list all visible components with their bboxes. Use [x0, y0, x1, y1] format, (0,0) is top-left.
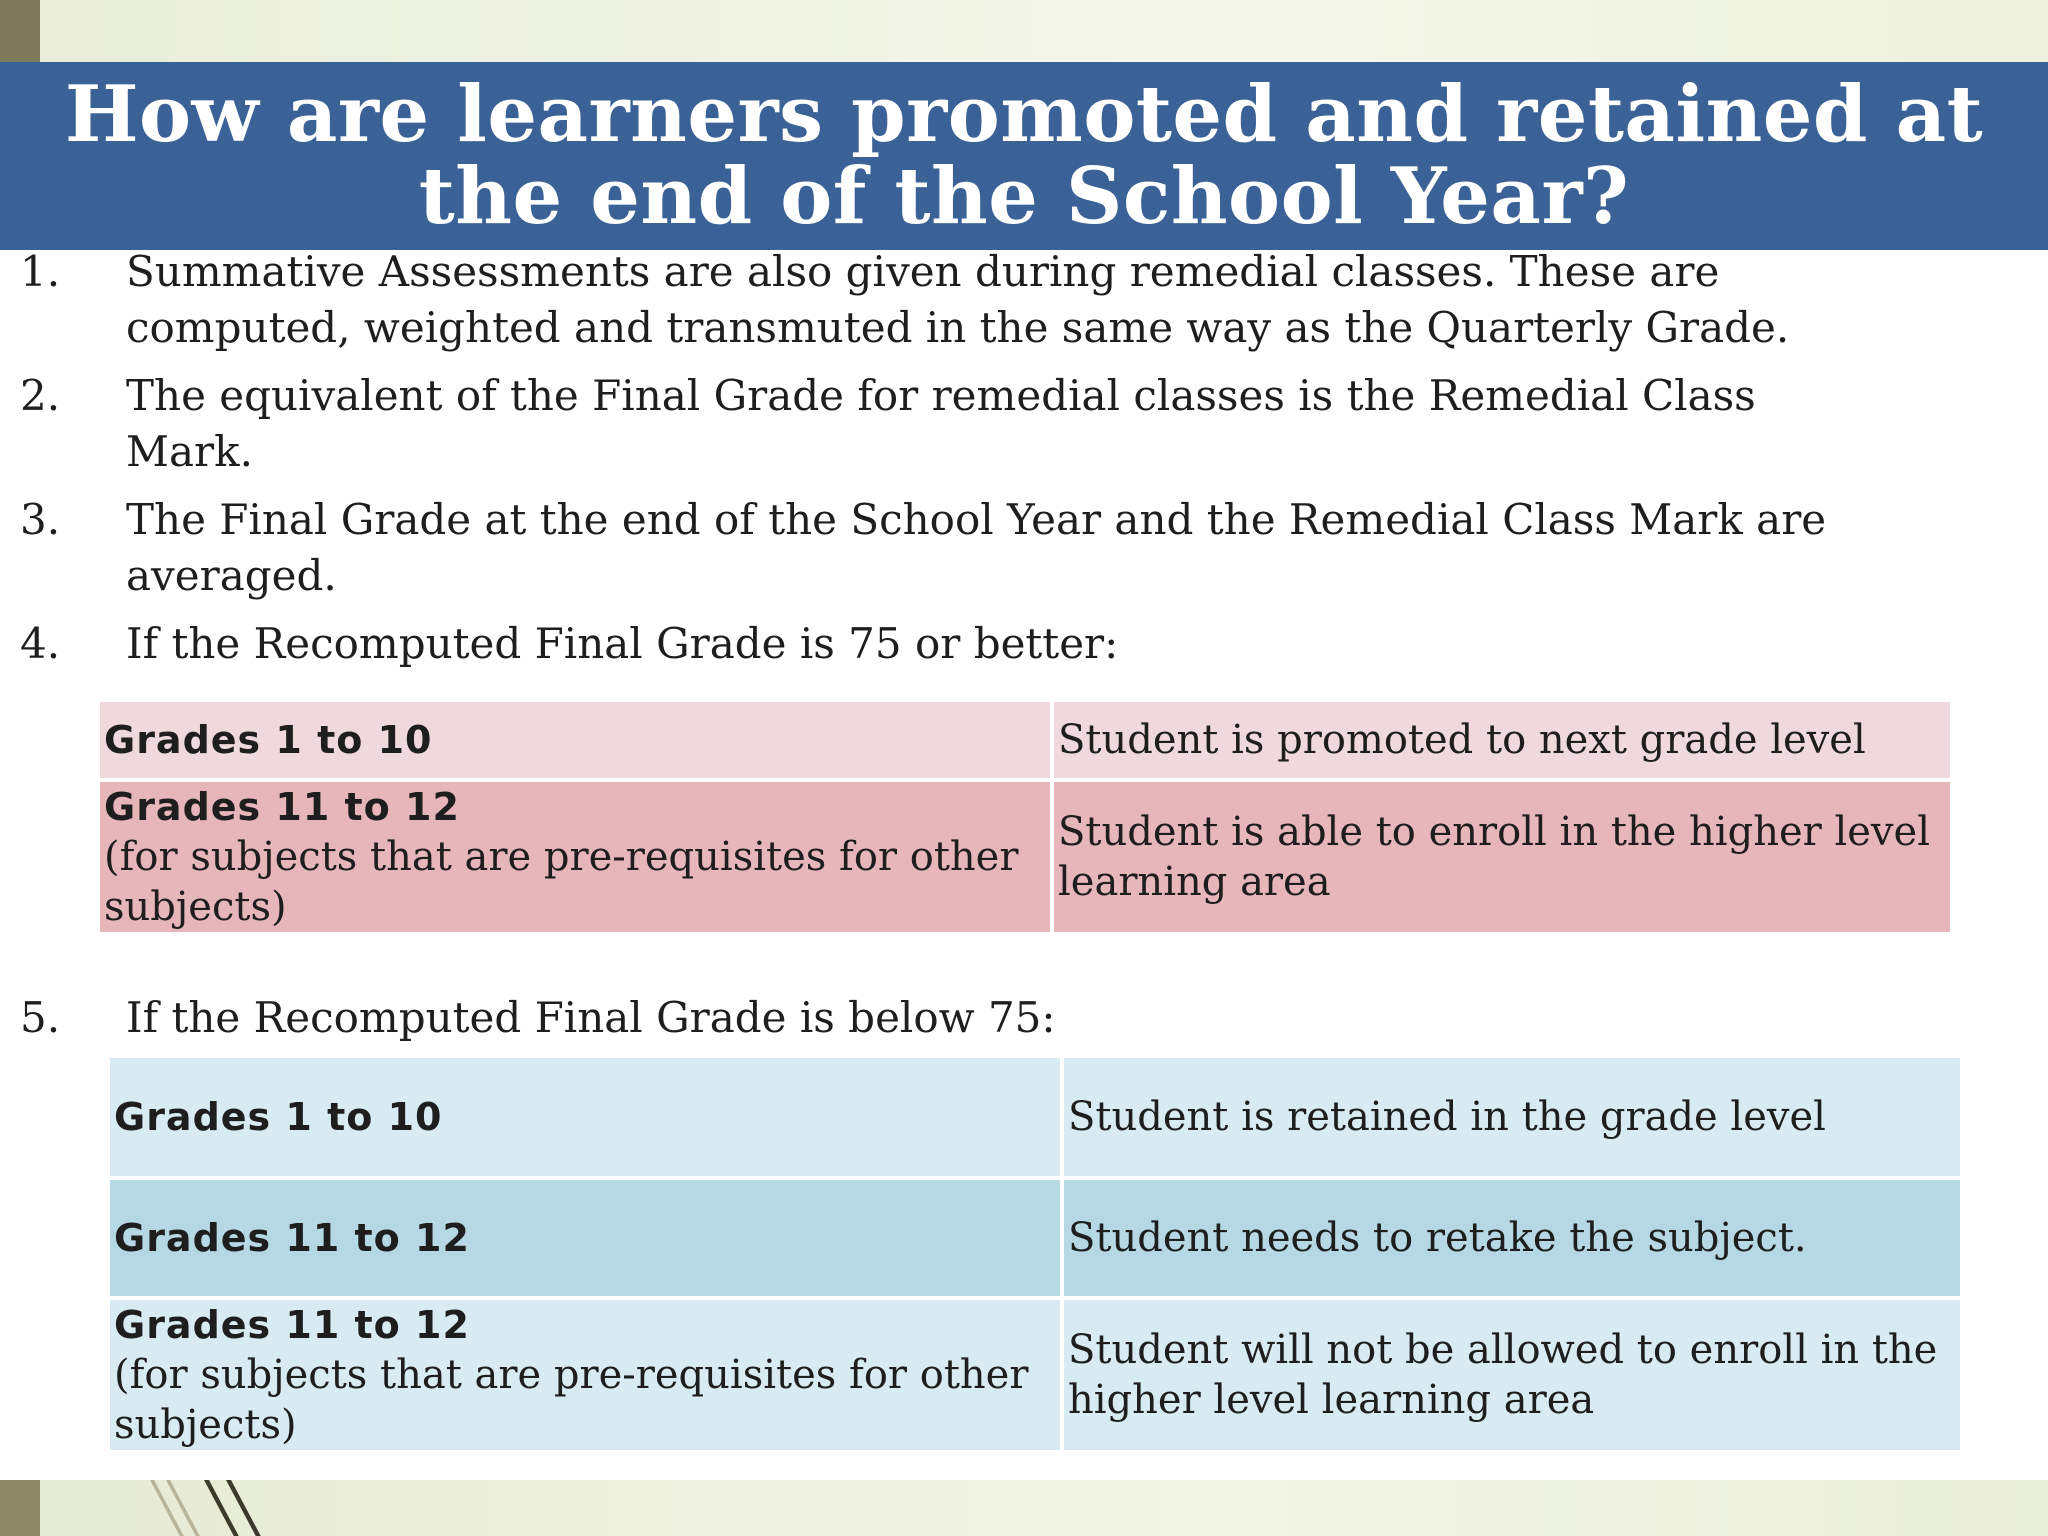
grade-label: Grades 1 to 10: [114, 1095, 443, 1139]
item-line: averaged.: [126, 551, 337, 600]
grade-label: Grades 11 to 12: [104, 785, 460, 829]
table-row: [110, 1300, 1960, 1450]
table-cell-result: [1054, 782, 1950, 932]
table-cell-grade: [100, 782, 1050, 932]
item-text: [126, 990, 2008, 1046]
table-cell-result: [1064, 1300, 1960, 1450]
title-line-2: the end of the School Year?: [418, 151, 1630, 242]
item-text: [126, 368, 2008, 480]
grade-note: (for subjects that are pre-requisites for other: [114, 1352, 1029, 1398]
item-text: [126, 244, 2008, 356]
result-text: learning area: [1058, 859, 1331, 905]
grade-label: Grades 1 to 10: [104, 718, 433, 762]
top-left-corner-block: [0, 0, 40, 62]
result-text: higher level learning area: [1068, 1377, 1595, 1423]
table-cell-grade: [110, 1180, 1060, 1296]
item-line: If the Recomputed Final Grade is below 75:: [126, 993, 1056, 1042]
item-number: 3.: [20, 495, 61, 544]
result-text: Student will not be allowed to enroll in the: [1068, 1327, 1938, 1373]
item-line: The Final Grade at the end of the School Year and the Remedial Class Mark are: [126, 495, 1827, 544]
grade-label: Grades 11 to 12: [114, 1303, 470, 1347]
grade-note: subjects): [104, 884, 287, 930]
item-number: 2.: [20, 371, 61, 420]
item-text: [126, 492, 2008, 604]
table-cell-grade: [110, 1058, 1060, 1176]
table-row: [110, 1058, 1960, 1176]
table-cell-grade: [100, 702, 1050, 778]
table-cell-grade: [110, 1300, 1060, 1450]
grade-note: (for subjects that are pre-requisites for other: [104, 834, 1019, 880]
result-text: Student is promoted to next grade level: [1058, 717, 1866, 763]
grade-label: Grades 11 to 12: [114, 1216, 470, 1260]
title-line-1: How are learners promoted and retained at: [64, 69, 1984, 160]
result-text: Student is able to enroll in the higher level: [1058, 809, 1930, 855]
table-cell-result: [1064, 1180, 1960, 1296]
item-line: If the Recomputed Final Grade is 75 or better:: [126, 619, 1119, 668]
title-bar: [0, 62, 2048, 250]
pass-table: [96, 698, 1954, 936]
item-text: [126, 616, 2008, 672]
table-row: [100, 702, 1950, 778]
item-line: Mark.: [126, 427, 253, 476]
top-decor-band: [0, 0, 2048, 62]
item-line: computed, weighted and transmuted in the same way as the Quarterly Grade.: [126, 303, 1790, 352]
bottom-decor-band: [0, 1480, 2048, 1536]
table-cell-result: [1054, 702, 1950, 778]
table-row: [110, 1180, 1960, 1296]
item-line: The equivalent of the Final Grade for remedial classes is the Remedial Class: [126, 371, 1756, 420]
fail-table: [106, 1054, 1964, 1454]
item-number: 5.: [20, 993, 61, 1042]
table-cell-result: [1064, 1058, 1960, 1176]
item-number: 1.: [20, 247, 61, 296]
result-text: Student is retained in the grade level: [1068, 1094, 1826, 1140]
table-row: [100, 782, 1950, 932]
result-text: Student needs to retake the subject.: [1068, 1215, 1807, 1261]
grade-note: subjects): [114, 1402, 297, 1448]
slide-title: [40, 69, 2008, 242]
item-number: 4.: [20, 619, 61, 668]
bottom-left-corner-block: [0, 1480, 40, 1536]
item-line: Summative Assessments are also given during remedial classes. These are: [126, 247, 1720, 296]
